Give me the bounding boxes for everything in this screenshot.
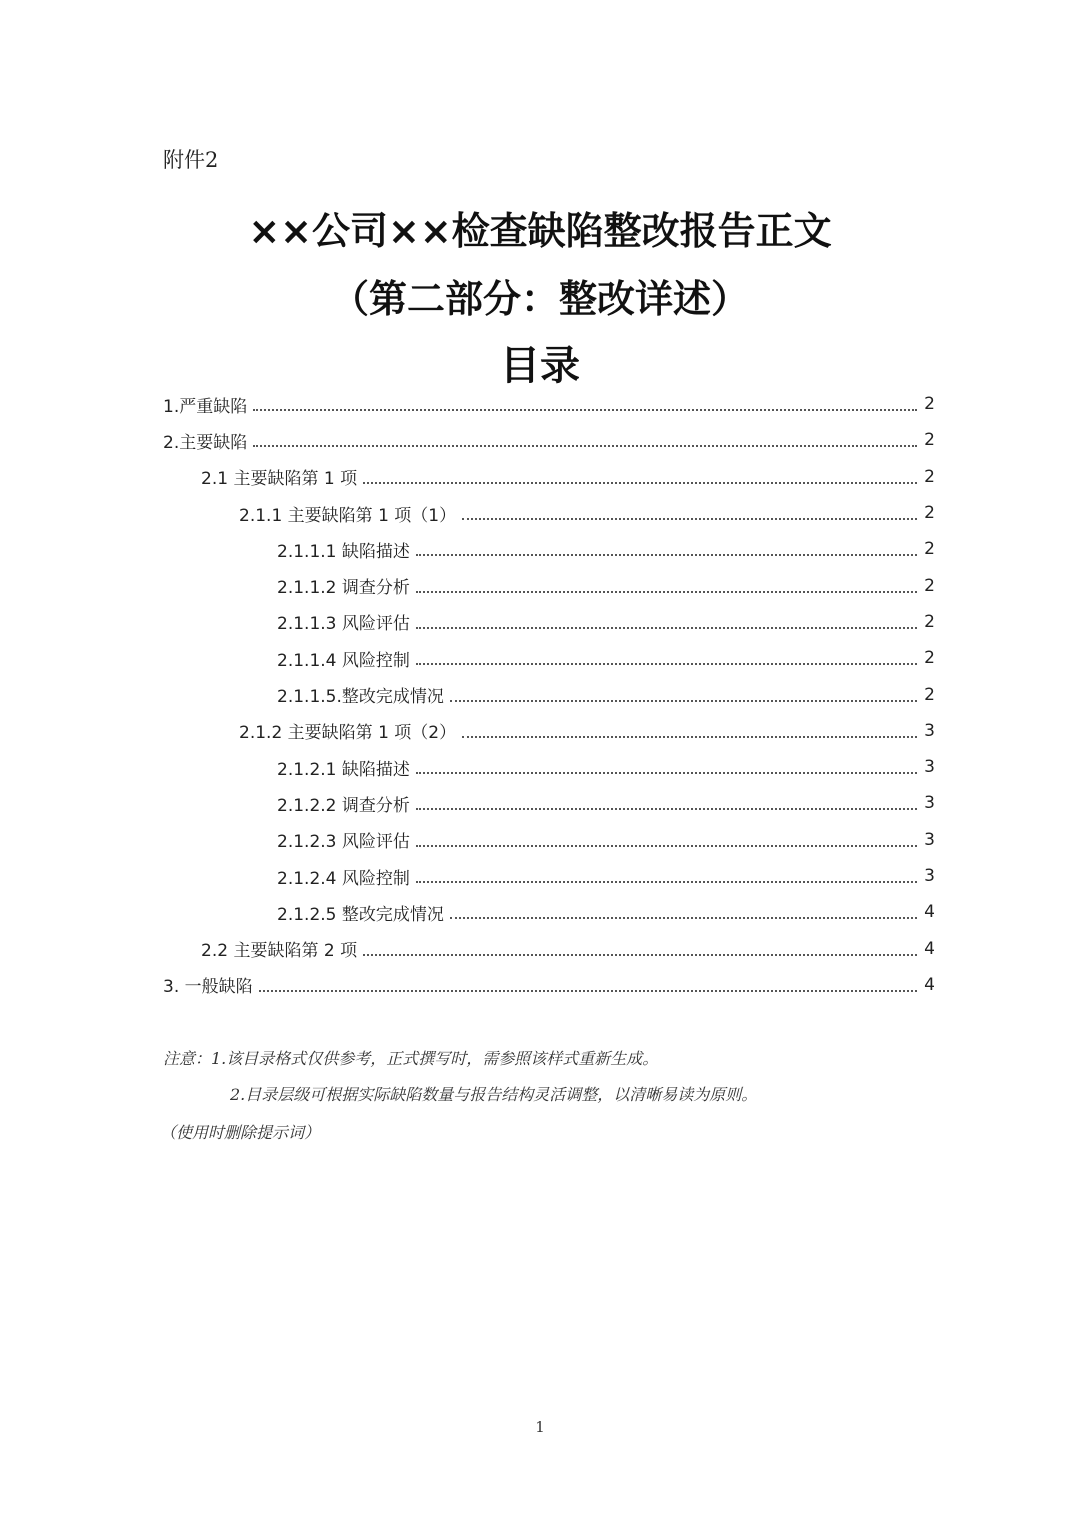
toc-entry[interactable] — [0, 386, 1080, 422]
toc-entry-page: 2 — [924, 503, 935, 524]
toc-entry-page: 2 — [924, 575, 935, 596]
toc-entry-page: 2 — [924, 539, 935, 560]
toc-dot-leader — [416, 772, 917, 774]
toc-entry-label: 2.1.2.1 缺陷描述 — [277, 759, 410, 780]
toc-entry[interactable] — [0, 640, 1080, 676]
toc-entry-label: 2.1.1 主要缺陷第 1 项（1） — [239, 505, 457, 526]
table-of-contents — [0, 386, 1080, 1003]
toc-entry-label: 2.1.1.2 调查分析 — [277, 578, 410, 599]
toc-entry-page: 2 — [924, 466, 935, 487]
toc-entry-page: 3 — [924, 757, 935, 778]
attachment-label: 附件2 — [163, 148, 219, 172]
toc-entry-label: 2.主要缺陷 — [163, 432, 248, 453]
toc-entry[interactable] — [0, 785, 1080, 821]
toc-entry-label: 2.1.2.4 风险控制 — [277, 868, 410, 889]
toc-entry[interactable] — [0, 422, 1080, 458]
toc-entry-label: 2.2 主要缺陷第 2 项 — [201, 941, 358, 962]
toc-entry-page: 4 — [924, 974, 935, 995]
toc-heading: 目录 — [500, 343, 580, 389]
toc-entry-label: 2.1.2.3 风险评估 — [277, 832, 410, 853]
toc-dot-leader — [416, 627, 917, 629]
toc-dot-leader — [416, 881, 917, 883]
toc-entry-label: 2.1.1.5.整改完成情况 — [277, 687, 444, 708]
toc-entry-page: 3 — [924, 829, 935, 850]
toc-entry-page: 3 — [924, 793, 935, 814]
toc-entry-page: 4 — [924, 938, 935, 959]
toc-dot-leader — [416, 808, 917, 810]
toc-entry-page: 3 — [924, 866, 935, 886]
toc-entry[interactable] — [0, 713, 1080, 749]
toc-entry-label: 2.1.1.4 风险控制 — [277, 650, 410, 671]
toc-entry[interactable] — [0, 676, 1080, 712]
toc-dot-leader — [416, 591, 917, 593]
toc-entry-label: 2.1.1.1 缺陷描述 — [277, 541, 410, 562]
toc-entry-label: 2.1.2 主要缺陷第 1 项（2） — [239, 723, 457, 744]
toc-entry[interactable] — [0, 604, 1080, 640]
toc-entry-page: 4 — [924, 902, 935, 923]
toc-dot-leader — [259, 990, 917, 992]
toc-entry[interactable] — [0, 531, 1080, 567]
document-subtitle: （第二部分：整改详述） — [330, 277, 749, 321]
document-title: ××公司××检查缺陷整改报告正文 — [248, 209, 832, 253]
toc-dot-leader — [416, 845, 917, 847]
toc-dot-leader — [253, 409, 917, 411]
toc-entry[interactable] — [0, 967, 1080, 1003]
toc-entry-page: 3 — [924, 720, 935, 741]
toc-entry-page: 2 — [924, 684, 935, 705]
toc-entry-page: 2 — [924, 430, 935, 451]
page-number: 1 — [535, 1418, 545, 1436]
toc-entry[interactable] — [0, 459, 1080, 495]
toc-dot-leader — [363, 482, 917, 484]
toc-entry-label: 3. 一般缺陷 — [163, 977, 253, 998]
toc-entry[interactable] — [0, 567, 1080, 603]
toc-dot-leader — [450, 917, 917, 919]
toc-entry[interactable] — [0, 822, 1080, 858]
toc-entry-page: 2 — [924, 611, 935, 632]
toc-dot-leader — [450, 700, 917, 702]
toc-entry-page: 2 — [924, 648, 935, 669]
toc-entry-label: 2.1 主要缺陷第 1 项 — [201, 469, 358, 490]
toc-dot-leader — [253, 445, 917, 447]
toc-dot-leader — [462, 518, 917, 520]
toc-entry-page: 2 — [924, 394, 935, 415]
toc-entry[interactable] — [0, 749, 1080, 785]
toc-dot-leader — [462, 736, 917, 738]
note-line-3: （使用时删除提示词） — [160, 1123, 321, 1142]
toc-entry[interactable] — [0, 858, 1080, 894]
toc-entry-label: 1.严重缺陷 — [163, 396, 248, 417]
toc-dot-leader — [363, 954, 917, 956]
note-line-1: 注意：1.该目录格式仅供参考，正式撰写时，需参照该样式重新生成。 — [163, 1049, 659, 1068]
toc-dot-leader — [416, 663, 917, 665]
toc-dot-leader — [416, 554, 917, 556]
toc-entry[interactable] — [0, 894, 1080, 930]
toc-entry-label: 2.1.2.5 整改完成情况 — [277, 904, 444, 925]
toc-entry-label: 2.1.2.2 调查分析 — [277, 795, 410, 816]
note-line-2: 2.目录层级可根据实际缺陷数量与报告结构灵活调整，以清晰易读为原则。 — [230, 1085, 758, 1104]
toc-entry[interactable] — [0, 930, 1080, 966]
toc-entry-label: 2.1.1.3 风险评估 — [277, 614, 410, 635]
toc-entry[interactable] — [0, 495, 1080, 531]
